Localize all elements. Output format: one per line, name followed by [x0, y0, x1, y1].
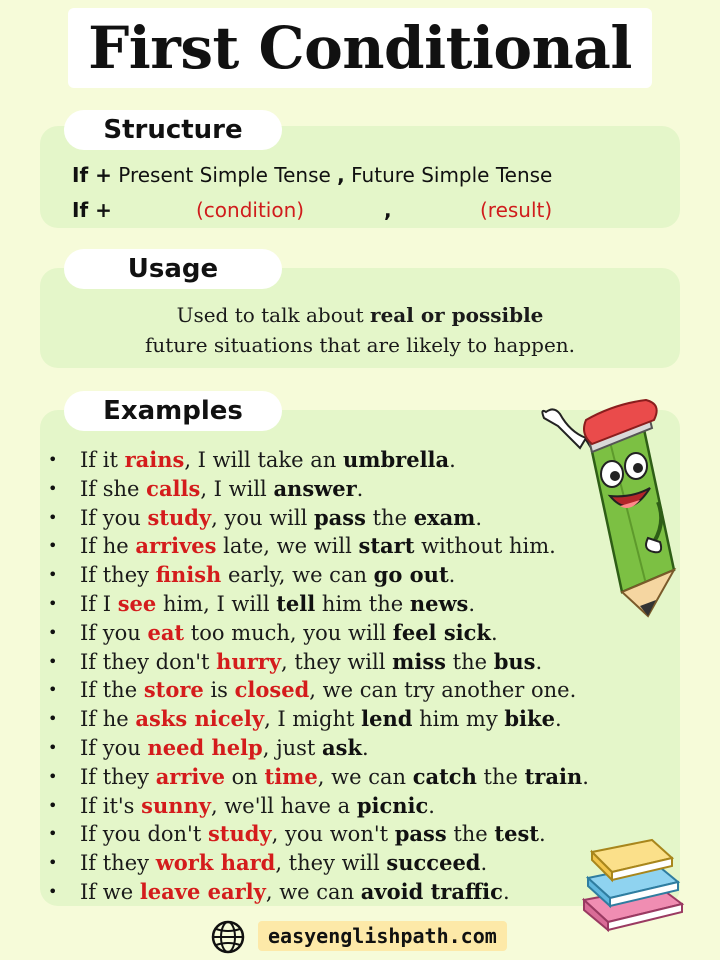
usage-text-before: Used to talk about — [176, 303, 371, 327]
condition-word: store — [143, 677, 204, 703]
example-item — [48, 792, 589, 821]
condition-word: need help — [147, 734, 263, 760]
structure-heading: Structure — [64, 110, 282, 150]
bullet-icon: • — [48, 507, 58, 527]
condition-word: hurry — [216, 648, 282, 674]
example-text: . — [535, 649, 543, 674]
example-item — [48, 619, 589, 648]
structure-pattern — [72, 198, 632, 224]
example-text: without him. — [414, 534, 556, 559]
example-text: , just — [262, 735, 323, 760]
result-word: train — [524, 763, 583, 789]
condition-word: time — [264, 763, 318, 789]
condition-word: asks nicely — [135, 706, 265, 732]
example-text: If he — [80, 534, 136, 559]
formula-future: Future Simple Tense — [351, 163, 553, 187]
example-text: . — [490, 620, 498, 645]
example-text: him the — [315, 591, 410, 616]
example-text: If they — [80, 851, 156, 876]
bullet-icon: • — [48, 853, 58, 873]
example-text: him, I will — [156, 591, 277, 616]
example-text: If they — [80, 764, 156, 789]
globe-icon — [210, 919, 246, 955]
example-text: . — [554, 707, 562, 732]
example-text: late, we will — [216, 534, 359, 559]
bullet-icon: • — [48, 795, 58, 815]
example-text: . — [449, 448, 456, 472]
bullet-icon: • — [48, 593, 58, 613]
example-text: If the — [80, 678, 144, 703]
result-word: pass — [394, 821, 447, 847]
example-item — [48, 590, 589, 619]
example-text: , you will — [211, 505, 314, 530]
result-word: bus — [493, 648, 536, 674]
condition-word: finish — [155, 562, 222, 588]
condition-word: work hard — [155, 850, 276, 876]
example-text: If we — [80, 879, 140, 904]
result-word: exam — [413, 504, 476, 530]
examples-heading: Examples — [64, 391, 282, 431]
example-text: , they will — [281, 649, 393, 674]
result-word: avoid traffic — [360, 878, 503, 904]
example-item — [48, 504, 589, 533]
example-text: , I will — [200, 476, 274, 501]
bullet-icon: • — [48, 766, 58, 786]
example-text: . — [468, 591, 476, 616]
condition-word: see — [117, 590, 157, 616]
example-text: . — [502, 879, 510, 904]
example-text: , we can — [265, 879, 361, 904]
example-item — [48, 561, 589, 590]
example-item — [48, 532, 589, 561]
example-text: , I will take an — [184, 448, 343, 472]
formula-comma: , — [337, 163, 345, 187]
bullet-icon: • — [48, 680, 58, 700]
pencil-mascot-icon — [530, 392, 690, 622]
example-text: , we can — [317, 764, 413, 789]
example-text: the — [476, 764, 525, 789]
example-text: . — [428, 793, 435, 818]
result-word: umbrella — [342, 447, 450, 472]
pattern-condition: (condition) — [196, 198, 305, 222]
example-text: too much, you will — [184, 620, 393, 645]
example-text: is — [203, 678, 235, 703]
result-word: start — [358, 533, 415, 559]
example-text: on — [224, 764, 265, 789]
example-text: If you — [80, 620, 148, 645]
example-item — [48, 676, 589, 705]
footer — [210, 917, 510, 957]
example-item — [48, 820, 589, 849]
result-word: lend — [361, 706, 413, 732]
condition-word: eat — [147, 619, 185, 645]
result-word: succeed — [386, 850, 481, 876]
condition-word: closed — [234, 677, 310, 703]
example-text: , they will — [275, 851, 387, 876]
result-word: tell — [276, 590, 316, 616]
usage-text-after: future situations that are likely to happen. — [144, 333, 576, 357]
example-text: him my — [412, 707, 505, 732]
example-text: If I — [80, 591, 118, 616]
example-item — [48, 705, 589, 734]
structure-formula — [72, 163, 552, 187]
result-word: catch — [412, 763, 477, 789]
result-word: miss — [392, 648, 446, 674]
condition-word: leave early — [139, 878, 266, 904]
condition-word: arrives — [135, 533, 217, 559]
pattern-comma: , — [384, 198, 392, 222]
result-word: bike — [504, 706, 555, 732]
example-text: , you won't — [271, 822, 395, 847]
example-text: If you don't — [80, 822, 208, 847]
pattern-result: (result) — [480, 198, 553, 222]
example-text: , I might — [264, 707, 362, 732]
example-text: If you — [80, 735, 148, 760]
condition-word: study — [207, 821, 272, 847]
bullet-icon: • — [48, 478, 58, 498]
result-word: news — [409, 590, 469, 616]
example-text: the — [365, 505, 414, 530]
formula-if: If + — [72, 163, 112, 187]
condition-word: study — [147, 504, 212, 530]
website-link[interactable]: easyenglishpath.com — [258, 921, 507, 951]
example-text: If it — [80, 448, 125, 472]
bullet-icon: • — [48, 824, 58, 844]
example-text: . — [539, 822, 546, 847]
example-text: the — [446, 822, 495, 847]
bullet-icon: • — [48, 536, 58, 556]
result-word: picnic — [356, 792, 429, 818]
example-item — [48, 475, 589, 504]
example-text: If she — [80, 476, 147, 501]
bullet-icon: • — [48, 881, 58, 901]
example-text: If they don't — [80, 649, 217, 674]
result-word: answer — [273, 475, 357, 501]
examples-list — [48, 446, 589, 907]
condition-word: calls — [146, 475, 201, 501]
example-item — [48, 849, 589, 878]
example-text: If they — [80, 563, 156, 588]
usage-heading: Usage — [64, 249, 282, 289]
result-word: feel sick — [392, 619, 491, 645]
title-box — [68, 8, 652, 88]
example-text: . — [362, 735, 369, 760]
example-text: early, we can — [221, 563, 374, 588]
example-text: If you — [80, 505, 148, 530]
result-word: ask — [322, 734, 362, 760]
pattern-if: If + — [72, 198, 112, 222]
example-text: the — [445, 649, 494, 674]
example-text: . — [582, 764, 589, 789]
example-text: . — [356, 476, 364, 501]
example-item — [48, 734, 589, 763]
result-word: test — [494, 821, 540, 847]
result-word: go out — [373, 562, 449, 588]
bullet-icon: • — [48, 450, 58, 469]
example-item — [48, 648, 589, 677]
usage-description — [40, 300, 680, 360]
example-text: If it's — [80, 793, 142, 818]
condition-word: arrive — [155, 763, 225, 789]
bullet-icon: • — [48, 709, 58, 729]
example-text: , we'll have a — [210, 793, 357, 818]
example-text: . — [448, 563, 456, 588]
result-word: pass — [314, 504, 366, 530]
example-text: . — [475, 505, 483, 530]
example-item — [48, 446, 589, 475]
formula-present: Present Simple Tense — [118, 163, 331, 187]
bullet-icon: • — [48, 737, 58, 757]
condition-word: rains — [124, 447, 185, 472]
example-text: , we can try another one. — [309, 678, 577, 703]
example-item — [48, 878, 589, 907]
bullet-icon: • — [48, 622, 58, 642]
bullet-icon: • — [48, 651, 58, 671]
books-icon — [578, 830, 688, 934]
example-item — [48, 763, 589, 792]
example-text: . — [480, 851, 488, 876]
example-text: If he — [80, 707, 136, 732]
bullet-icon: • — [48, 565, 58, 585]
page-title: First Conditional — [88, 14, 632, 82]
usage-text-bold: real or possible — [370, 303, 544, 327]
condition-word: sunny — [141, 792, 211, 818]
